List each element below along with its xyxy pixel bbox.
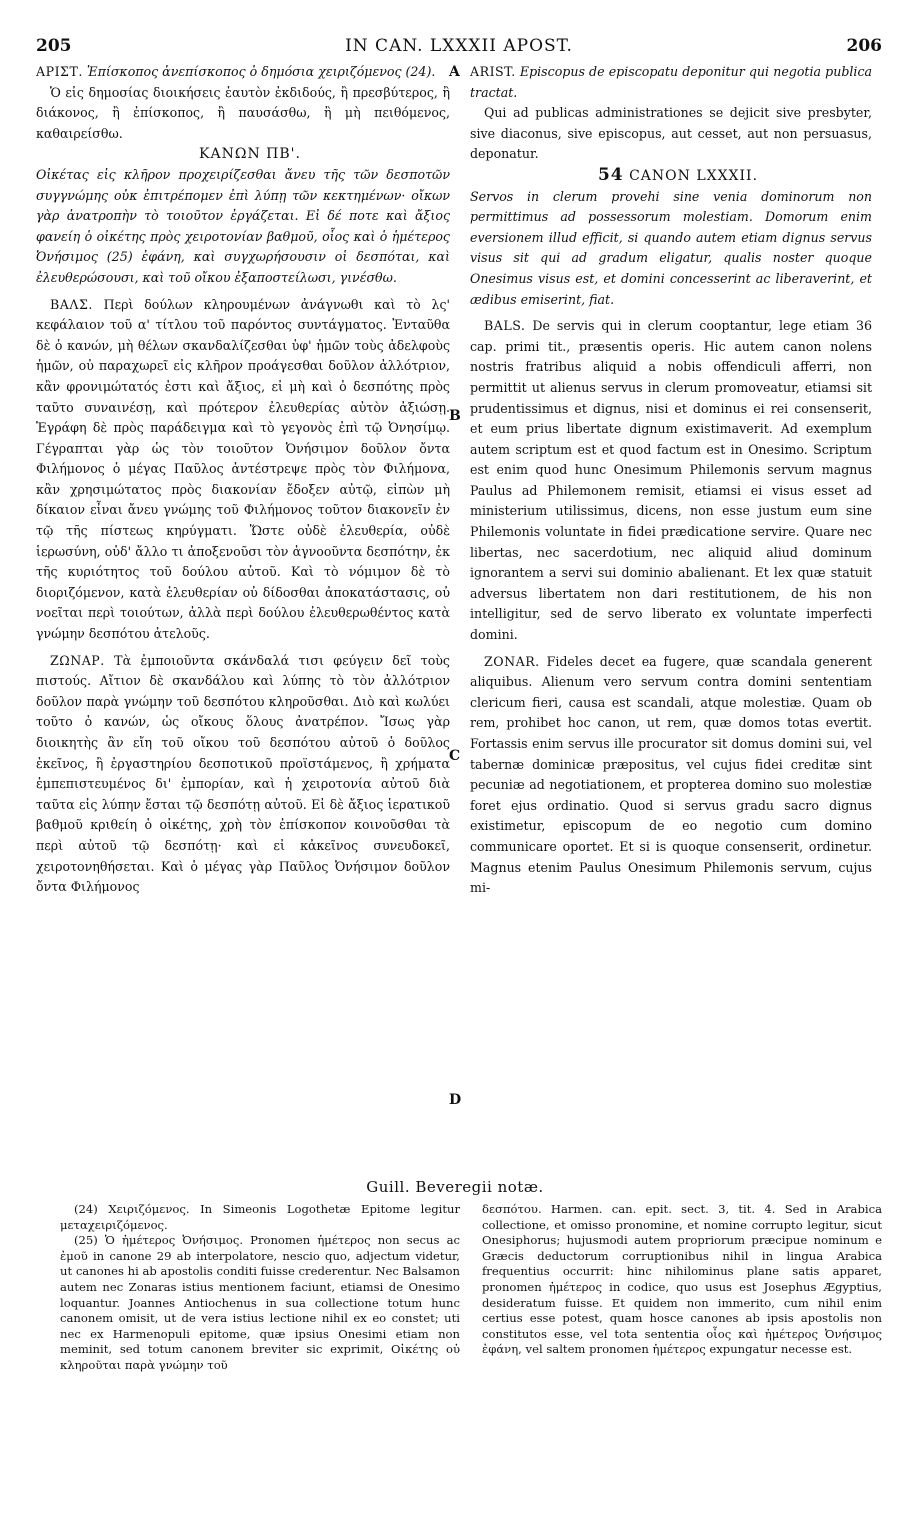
running-title: IN CAN. LXXXII APOST. xyxy=(345,36,573,56)
greek-zonaras-commentary: ΖΩΝΑΡ. Τὰ ἐμποιοῦντα σκάνδαλά τισι φεύγειν δεῖ τοὺς πιστούς. Αἴτιον δὲ σκανδάλου καὶ λύπης τὸ τὸν ἀλλότριον δοῦλον παρὰ γνώμην τοῦ δεσπότου κληροῦσθαι. Διὸ καὶ κωλύει τοῦτο ὁ κανών, ὡς οἴκους ὅλους ἀνατρέπον. Ἴσως γὰρ διοικητὴς ἂν εἴη τοῦ οἴκου τοῦ δεσπότου αὐτοῦ ὁ δοῦλος ἐκεῖνος, ἢ ἐργαστηρίου δεσποτικοῦ προϊστάμενος, ἢ χρήματα ἐμπεπιστευμένος δι' ἐμπορίαν, καὶ ἡ χειροτονία αὐτοῦ διὰ ταῦτα εἰς λύπην ἔσται τῷ δεσπότῃ αὐτοῦ. Εἰ δὲ ἄξιος ἱερατικοῦ βαθμοῦ κριθείη ὁ οἰκέτης, χρὴ τὸν ἐπίσκοπον κοινοῦσθαι τὰ περὶ αὐτοῦ τῷ δεσπότῃ· καὶ εἰ κἀκεῖνος συνευδοκεῖ, χειροτονηθήσεται. Καὶ ὁ μέγας γὰρ Παῦλος Ὀνήσιμον δοῦλον ὄντα Φιλήμονος xyxy=(36,652,450,895)
margin-mark-c: C xyxy=(449,748,461,764)
running-header xyxy=(36,36,882,60)
margin-mark-a: A xyxy=(449,64,460,80)
latin-arist-label: ARIST. xyxy=(470,64,516,79)
margin-mark-d: D xyxy=(449,1092,462,1108)
margin-mark-b: B xyxy=(449,408,461,424)
greek-column xyxy=(36,62,450,898)
notes-left-column xyxy=(60,1202,460,1374)
notes-right-column xyxy=(482,1202,882,1358)
latin-column xyxy=(470,62,872,899)
page-number-right: 206 xyxy=(846,36,882,56)
greek-arist-summary: ΑΡΙΣΤ. Ἐπίσκοπος ἀνεπίσκοπος ὁ δημόσια χειριζόμενος (24). xyxy=(36,64,436,79)
greek-canon-heading: ΚΑΝΩΝ ΠΒ'. xyxy=(199,146,301,163)
latin-arist-summary: ARIST. Episcopus de episcopatu deponitur qui negotia publica tractat. xyxy=(470,64,872,100)
notes-title: Guill. Beveregii notæ. xyxy=(366,1178,544,1196)
latin-zonar-label: ZONAR. xyxy=(484,653,540,669)
latin-canon-number: 54 xyxy=(597,164,624,185)
note-25-continued: δεσπότου. Harmen. can. epit. sect. 3, tit. 4. Sed in Arabica collectione, et omisso pronomine, et nomine corrupto legitur, sicut Onesiphorus; hujusmodi autem propriorum præcipue nominum e Græcis deductorum corruptionibus nihil in lingua Arabica frequentius occurrit: hinc nihilominus plane satis apparet, pronomen ἡμέτερος in codice, quo usus est Josephus Ægyptius, desideratum fuisse. Et quidem non immerito, cum nihil enim certius esse potest, quam hosce canones ab ipsis apostolis non constitutos esse, vel tota sententia οἷος καὶ ἡμέτερος Ὀνήσιμος ἐφάνη, vel saltem pronomen ἡμέτερος expungatur necesse est. xyxy=(482,1202,882,1357)
greek-previous-canon: Ὁ εἰς δημοσίας διοικήσεις ἑαυτὸν ἐκδιδούς, ἢ πρεσβύτερος, ἢ διάκονος, ἢ ἐπίσκοπος, ἢ παυσάσθω, ἢ μὴ πειθόμενος, καθαιρείσθω. xyxy=(36,84,450,141)
greek-bals-label: ΒΑΛΣ. xyxy=(50,296,93,312)
greek-balsamon-commentary: ΒΑΛΣ. Περὶ δούλων κληρουμένων ἀνάγνωθι καὶ τὸ λς' κεφάλαιον τοῦ α' τίτλου τοῦ παρόντος συντάγματος. Ἐνταῦθα δὲ ὁ κανών, μὴ θέλων σκανδαλίζεσθαι ὑφ' ἡμῶν τοὺς ἀδελφοὺς ἡμῶν, οὐ παραχωρεῖ εἰς κλῆρον προάγεσθαι δοῦλον ἀλλότριον, κἂν φρονιμώτατός ἐστι καὶ ἄξιος, εἰ μὴ καὶ ὁ δεσπότης πρὸς ταῦτο συναινέσῃ, καὶ πρότερον ἐλευθερίας αὐτὸν ἀξιώσῃ. Ἐγράφη δὲ πρὸς παράδειγμα καὶ τὸ γεγονὸς ἐπὶ τῷ Ὀνησίμῳ. Γέγραπται γὰρ ὡς τὸν τοιοῦτον Ὀνήσιμον δοῦλον ὄντα Φιλήμονος ὁ μέγας Παῦλος ἀντέστρεψε πρὸς τὸν Φιλήμονα, κἂν χρησιμώτατος πρὸς διακονίαν ἔδοξεν αὐτῷ, εἰπὼν μὴ δίκαιον εἶναι ἄνευ γνώμης τοῦ Φιλήμονος τοῦτον διακονεῖν ἐν τῷ τῆς πίστεως κηρύγματι. Ὥστε οὐδὲ ἐλευθερία, οὐδὲ ἱερωσύνη, οὐδ' ἄλλο τι ἀποξενοῦσι τὸν ἀγνοοῦντα δεσπότην, ἐκ τῆς κυριότητος τοῦ δούλου αὐτοῦ. Καὶ τὸ νόμιμον δὲ τὸ διοριζόμενον, κατὰ ἐλευθερίαν οὐ δίδοσθαι ἀποκατάστασις, οὐ νοεῖται περὶ τοιούτων, ἀλλὰ περὶ δούλου ἐλευθερωθέντος κατὰ γνώμην δεσπότου ἀτελοῦς. xyxy=(36,296,450,642)
latin-zonaras-commentary: ZONAR. Fideles decet ea fugere, quæ scandala generent aliquibus. Alienum vero servum contra domini sententiam clericum fieri, causa est scandali, atque molestiæ. Quam ob rem, prohibet hoc canon, ut rem, quæ domos totas evertit. Fortassis enim servus ille procurator sit domus domini sui, vel tabernæ dominicæ præpositus, vel cujus fidei creditæ sint pecuniæ ad negotiationem, et propterea domino suo molestiæ foret ejus ordinatio. Quod si servus gradu sacro dignus existimetur, episcopum de eo negotio cum domino communicare oportet. Et si is quoque consenserit, ordinetur. Magnus etenim Paulus Onesimum Philemonis servum, cujus mi- xyxy=(470,653,872,896)
page-number-left: 205 xyxy=(36,36,72,56)
note-24: (24) Χειριζόμενος. In Simeonis Logothetæ Epitome legitur μεταχειριζόμενος. xyxy=(60,1202,460,1232)
greek-arist-label: ΑΡΙΣΤ. xyxy=(36,64,83,79)
greek-zonar-label: ΖΩΝΑΡ. xyxy=(50,652,105,668)
latin-balsamon-commentary: BALS. De servis qui in clerum cooptantur, lege etiam 36 cap. primi tit., præsentis operis. Hic autem canon nolens nostris fratribus aliquid a nobis offendiculi afferri, non permittit ut alienus servus in clerum promoveatur, etiamsi sit prudentissimus et dignus, nisi et dominus ei rei consenserit, et eum prius libertate dignum existimaverit. Ad exemplum autem scriptum est et quod factum est in Onesimo. Scriptum est enim quod hunc Onesimum Philemonis servum magnus Paulus ad Philemonem remisit, etiamsi ei visus esset ad ministerium utilissimus, dicens, non esse justum eum sine Philemonis voluntate in fidei prædicatione servire. Quare nec libertas, nec sacerdotium, nec aliquid aliud dominum ignorantem a servi sui dominio abalienant. Et lex quæ statuit adversus libertatem non dari restitutionem, de his non intelligitur, sed de servo liberato ex voluntate imperfecti domini. xyxy=(470,318,872,643)
note-25: (25) Ὁ ἡμέτερος Ὀνήσιμος. Pronomen ἡμέτερος non secus ac ἐμοῦ in canone 29 ab interpolatore, nescio quo, adjectum videtur, ut canones hi ab apostolis conditi fuisse crederentur. Nec Balsamon autem nec Zonaras istius mentionem faciunt, etiamsi de Onesimo loquantur. Joannes Antiochenus in sua collectione totum hunc canonem omisit, ut de vera istius lectione nihil ex eo constet; uti nec ex Harmenopuli epitome, quæ ipsius Onesimi etiam non meminit, sed totum canonem breviter sic exprimit, Οἰκέτης οὐ κληροῦται παρὰ γνώμην τοῦ xyxy=(60,1233,460,1372)
latin-bals-label: BALS. xyxy=(484,318,526,334)
latin-canon-heading: 54 CANON LXXXII. xyxy=(597,164,759,185)
greek-canon-text: Οἰκέτας εἰς κλῆρον προχειρίζεσθαι ἄνευ τῆς τῶν δεσποτῶν συγγνώμης οὐκ ἐπιτρέπομεν ἐπὶ λύπῃ τῶν κεκτημένων· οἴκων γὰρ ἀνατροπὴν τὸ τοιοῦτον ἐργάζεται. Εἰ δέ ποτε καὶ ἄξιος φανείη ὁ οἰκέτης πρὸς χειροτονίαν βαθμοῦ, οἷος καὶ ὁ ἡμέτερος Ὀνήσιμος (25) ἐφάνη, καὶ συγχωρήσουσιν οἱ δεσπόται, καὶ ἐλευθερώσουσι, καὶ τοῦ οἴκου ἐξαποστείλωσι, γινέσθω. xyxy=(36,166,450,285)
latin-canon-text: Servos in clerum provehi sine venia dominorum non permittimus ad possessorum molestiam. Domorum enim eversionem illud efficit, si quando autem etiam dignus servus visus sit qui ad gradum eligatur, qualis noster quoque Onesimus visus est, et domini concesserint ac liberaverint, et ædibus emiserint, fiat. xyxy=(470,188,872,307)
latin-previous-canon: Qui ad publicas administrationes se dejicit sive presbyter, sive diaconus, sive episcopus, aut cesset, aut non persuasus, deponatur. xyxy=(470,105,872,162)
